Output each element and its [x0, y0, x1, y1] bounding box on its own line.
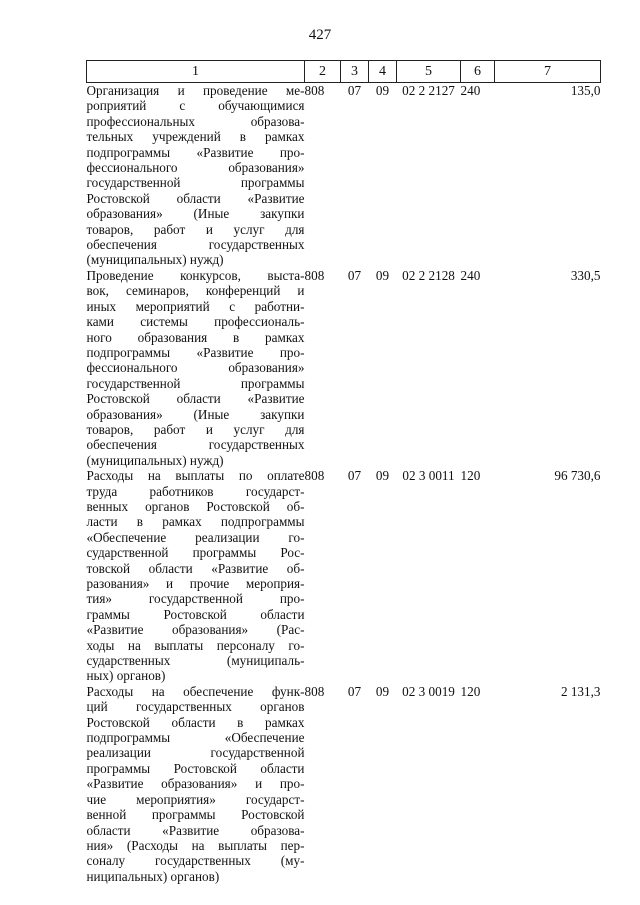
description-line: ций государственных органов — [86, 699, 305, 715]
expense-type-code: 240 — [460, 83, 481, 98]
description-line: фессионального образования» — [86, 160, 305, 176]
admin-code: 808 — [304, 683, 325, 699]
description-line: труда работников государст- — [86, 483, 305, 499]
admin-code: 808 — [304, 468, 325, 484]
description-line: сударственных (муниципаль- — [86, 653, 305, 669]
header-row — [87, 61, 601, 83]
description-line: сударственной программы Рос- — [86, 545, 305, 561]
description-line: области «Развитие образова- — [86, 822, 305, 838]
description-line: подпрограммы «Развитие про- — [86, 144, 305, 160]
description-line: венных органов Ростовской об- — [86, 498, 305, 514]
description-line: ния» (Расходы на выплаты пер- — [86, 837, 305, 853]
description-line: вок, семинаров, конференций и — [86, 283, 305, 299]
description-line: тельных учреждений в рамках — [86, 129, 305, 145]
description-line: подпрограммы «Развитие про- — [86, 344, 305, 360]
subsection-code: 09 — [375, 468, 390, 484]
description-line: обеспечения государственных — [86, 237, 305, 253]
subsection-code: 09 — [375, 683, 390, 699]
row-description — [87, 468, 305, 684]
budget-table — [86, 60, 601, 884]
description-line: Расходы на обеспечение функ- — [86, 683, 305, 699]
target-article-code: 02 3 0011 — [402, 468, 455, 484]
amount: 330,5 — [570, 267, 601, 283]
description-line: товаров, работ и услуг для — [86, 221, 305, 237]
page-number: 427 — [308, 27, 332, 43]
description-line: «Развитие образования» и про- — [86, 776, 305, 792]
description-line: Расходы на выплаты по оплате — [86, 468, 305, 484]
expense-type-code: 120 — [460, 468, 481, 484]
table-row — [87, 468, 601, 684]
description-line: граммы Ростовской области — [86, 606, 305, 622]
description-line: соналу государственных (му- — [86, 853, 305, 869]
description-line: иных мероприятий с работни- — [86, 298, 305, 314]
description-line: государственной программы — [86, 375, 305, 391]
description-line: Ростовской области в рамках — [86, 714, 305, 730]
section-code: 07 — [347, 267, 362, 283]
description-line: товаров, работ и услуг для — [86, 421, 305, 437]
amount: 2 131,3 — [560, 683, 601, 699]
description-line: ного образования в рамках — [86, 329, 305, 345]
description-line: чие мероприятия» государст- — [86, 791, 305, 807]
amount: 135,0 — [570, 83, 601, 98]
expense-type-code: 120 — [460, 683, 481, 699]
description-line: подпрограммы «Обеспечение — [86, 730, 305, 746]
description-line: Организация и проведение ме- — [86, 83, 305, 98]
admin-code: 808 — [304, 83, 325, 98]
header-col-3: 3 — [341, 61, 369, 83]
header-col-1: 1 — [87, 61, 305, 83]
amount: 96 730,6 — [554, 468, 601, 484]
row-description — [87, 268, 305, 468]
description-line: роприятий с обучающимися — [86, 98, 305, 114]
description-line: Ростовской области «Развитие — [86, 190, 305, 206]
row-description — [87, 83, 305, 268]
description-line: программы Ростовской области — [86, 760, 305, 776]
description-line: профессиональных образова- — [86, 113, 305, 129]
target-article-code: 02 2 2128 — [402, 267, 455, 283]
expense-type-code: 240 — [460, 267, 481, 283]
description-line: тия» государственной про- — [86, 591, 305, 607]
subsection-code: 09 — [375, 267, 390, 283]
description-line: образования» (Иные закупки — [86, 406, 305, 422]
description-line: фессионального образования» — [86, 360, 305, 376]
description-line: венной программы Ростовской — [86, 807, 305, 823]
description-line: реализации государственной — [86, 745, 305, 761]
header-col-5: 5 — [397, 61, 461, 83]
header-col-2: 2 — [305, 61, 341, 83]
description-line: государственной программы — [86, 175, 305, 191]
description-line: ласти в рамках подпрограммы — [86, 514, 305, 530]
description-line: Ростовской области «Развитие — [86, 391, 305, 407]
header-col-4: 4 — [369, 61, 397, 83]
target-article-code: 02 3 0019 — [402, 683, 455, 699]
admin-code: 808 — [304, 267, 325, 283]
description-line: Проведение конкурсов, выста- — [86, 267, 305, 283]
table-row — [87, 83, 601, 268]
section-code: 07 — [347, 83, 362, 98]
target-article-code: 02 2 2127 — [402, 83, 455, 98]
description-line: разования» и прочие мероприя- — [86, 576, 305, 591]
description-line: (муниципальных) нужд) — [86, 452, 224, 468]
description-line: «Развитие образования» (Рас- — [86, 622, 305, 638]
description-line: ниципальных) органов) — [86, 868, 220, 884]
section-code: 07 — [347, 683, 362, 699]
table-row — [87, 684, 601, 884]
description-line: товской области «Развитие об- — [86, 560, 305, 576]
table-row — [87, 268, 601, 468]
section-code: 07 — [347, 468, 362, 484]
description-line: (муниципальных) нужд) — [86, 252, 224, 268]
description-line: ных) органов) — [86, 668, 166, 684]
row-description — [87, 684, 305, 884]
subsection-code: 09 — [375, 83, 390, 98]
description-line: ками системы профессиональ- — [86, 314, 305, 330]
table-header — [87, 61, 601, 83]
description-line: «Обеспечение реализации го- — [86, 529, 305, 545]
description-line: обеспечения государственных — [86, 437, 305, 453]
description-line: ходы на выплаты персоналу го- — [86, 637, 305, 653]
header-col-7: 7 — [495, 61, 601, 83]
table-body — [87, 83, 601, 885]
header-col-6: 6 — [461, 61, 495, 83]
description-line: образования» (Иные закупки — [86, 206, 305, 222]
